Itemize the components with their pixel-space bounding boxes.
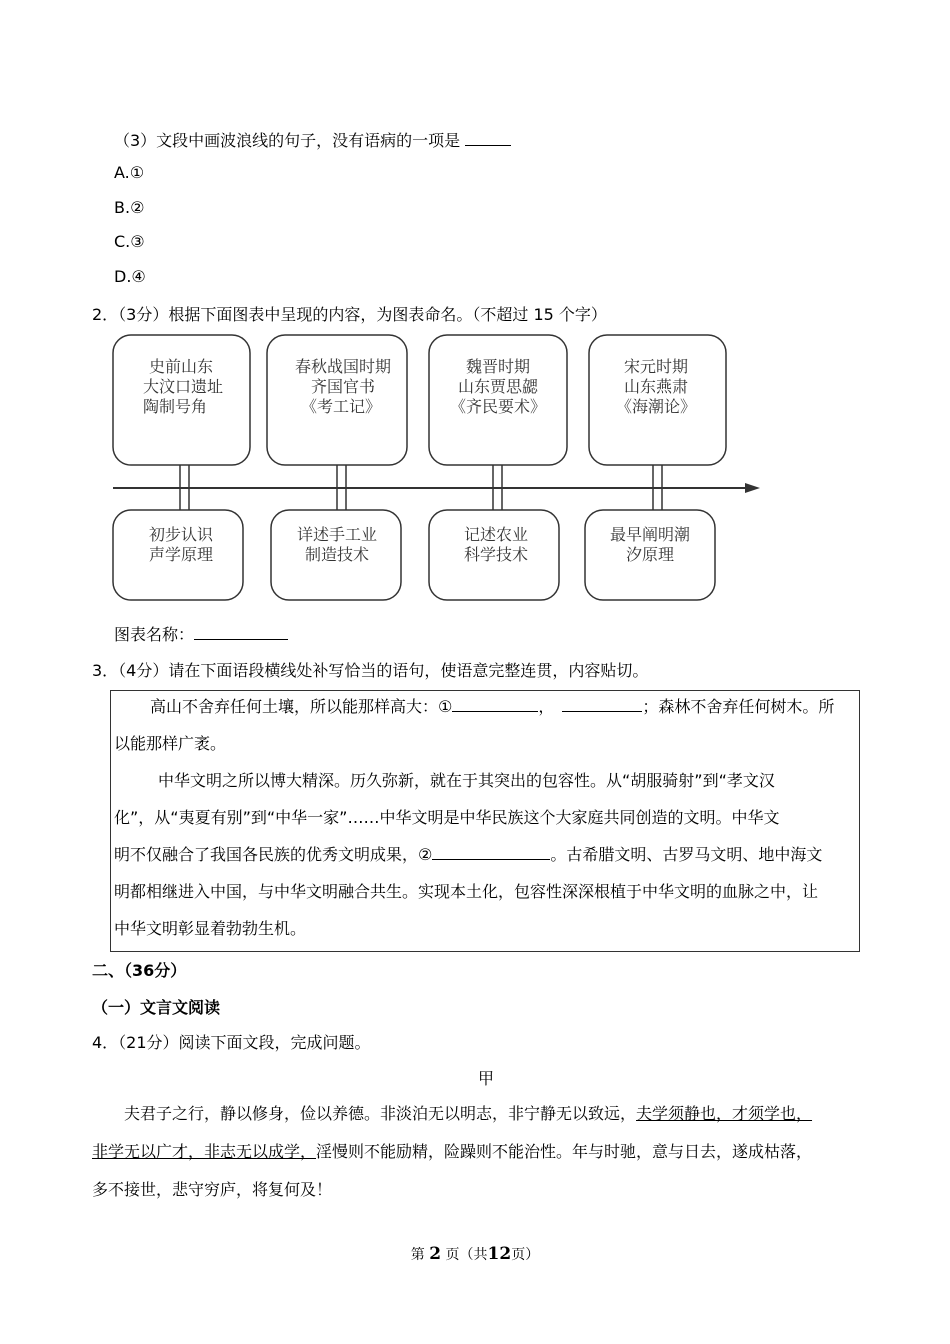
footer-mid: 页（共 xyxy=(445,1247,488,1263)
q3-p2-line-5: 中华文明彰显着勃勃生机。 xyxy=(114,919,307,938)
q3-p1-text-b: ；森林不舍弃任何树木。所 xyxy=(642,697,835,716)
q2-answer-label: 图表名称： xyxy=(114,625,195,644)
top-box-2-line-2: 齐国官书 xyxy=(310,377,376,396)
arrow-head-icon xyxy=(745,483,760,493)
footer-total-pages: 12 xyxy=(487,1244,512,1264)
top-box-3-line-2: 山东贾思勰 xyxy=(457,377,539,396)
page-footer xyxy=(0,1244,950,1264)
q2-answer-line xyxy=(114,622,288,645)
q4-line-1-a: 夫君子之行，静以修身，俭以养德。非淡泊无以明志，非宁静无以致远， xyxy=(124,1104,637,1123)
blank-1b[interactable] xyxy=(562,697,642,712)
q4-line-3: 多不接世，悲守穷庐，将复何及！ xyxy=(92,1180,333,1199)
bottom-box-1-line-1: 初步认识 xyxy=(148,525,214,544)
q3-passage xyxy=(114,688,858,947)
chart-name-blank[interactable] xyxy=(194,625,288,640)
bottom-box-2-line-1: 详述手工业 xyxy=(296,525,378,544)
blank-2[interactable] xyxy=(432,845,550,860)
q3-p2-line-3 xyxy=(114,836,858,873)
top-box-1-line-2: 大汶口遗址 xyxy=(142,377,224,396)
q3-prompt: 3．（4分）请在下面语段横线处补写恰当的语句，使语意完整连贯，内容贴切。 xyxy=(92,661,649,680)
q1-sub3-text: （3）文段中画波浪线的句子，没有语病的一项是 xyxy=(114,131,461,150)
q4-line-2 xyxy=(92,1139,812,1162)
top-box-3-line-3: 《齐民要术》 xyxy=(449,397,547,416)
q4-underlined-2: 非学无以广才，非志无以成学， xyxy=(92,1142,317,1161)
q3-p1-text-a: 高山不舍弃任何土壤，所以能那样高大：① xyxy=(150,697,453,716)
answer-blank[interactable] xyxy=(465,131,511,146)
q3-p2-line-3-b: 。古希腊文明、古罗马文明、地中海文 xyxy=(550,845,823,864)
q3-paragraph-1 xyxy=(114,688,858,725)
footer-pre: 第 xyxy=(410,1247,425,1263)
footer-post: 页） xyxy=(511,1247,540,1263)
q1-sub3-prompt xyxy=(114,128,511,151)
top-box-2-line-1: 春秋战国时期 xyxy=(294,357,392,376)
q3-p2-line-2: 化”，从“夷夏有别”到“中华一家”……中华文明是中华民族这个大家庭共同创造的文明。中华文 xyxy=(114,808,780,827)
top-box-1-line-3: 陶制号角 xyxy=(142,397,208,416)
top-box-4-line-3: 《海潮论》 xyxy=(615,397,697,416)
q3-p2-line-1: 中华文明之所以博大精深。历久弥新，就在于其突出的包容性。从“胡服骑射”到“孝文汉 xyxy=(158,771,775,790)
q3-p1-line-2: 以能那样广袤。 xyxy=(114,734,227,753)
q4-line-2-b: 淫慢则不能励精，险躁则不能治性。年与时驰，意与日去，遂成枯落， xyxy=(316,1142,813,1161)
option-b: B.② xyxy=(114,198,145,217)
timeline-diagram xyxy=(100,330,780,610)
top-box-4-line-2: 山东燕肃 xyxy=(623,377,689,396)
option-c: C.③ xyxy=(114,232,145,251)
top-box-2-line-3: 《考工记》 xyxy=(300,397,382,416)
top-box-3-line-1: 魏晋时期 xyxy=(465,357,531,376)
bottom-box-4-line-1: 最早阐明潮 xyxy=(609,525,691,544)
passage-title: 甲 xyxy=(478,1069,495,1088)
bottom-box-2-line-2: 制造技术 xyxy=(304,545,370,564)
option-a: A.① xyxy=(114,163,145,182)
q4-underlined-1: 夫学须静也，才须学也， xyxy=(636,1104,813,1123)
q4-line-1 xyxy=(124,1101,812,1124)
q2-prompt: 2．（3分）根据下面图表中呈现的内容，为图表命名。（不超过 15 个字） xyxy=(92,305,607,324)
sub-section-heading: （一）文言文阅读 xyxy=(92,998,221,1017)
top-box-1-line-1: 史前山东 xyxy=(148,357,214,376)
bottom-box-4-line-2: 汐原理 xyxy=(625,545,675,564)
footer-page-number: 2 xyxy=(429,1244,442,1264)
q3-p2-line-3-a: 明不仅融合了我国各民族的优秀文明成果，② xyxy=(114,845,433,864)
bottom-box-3-line-2: 科学技术 xyxy=(463,545,529,564)
section-heading: 二、（36分） xyxy=(92,961,187,980)
bottom-box-3-line-1: 记述农业 xyxy=(463,525,529,544)
bottom-box-1-line-2: 声学原理 xyxy=(148,545,214,564)
blank-1[interactable] xyxy=(452,697,538,712)
option-d: D.④ xyxy=(114,267,146,286)
top-box-4-line-1: 宋元时期 xyxy=(623,357,689,376)
q4-prompt: 4．（21分）阅读下面文段，完成问题。 xyxy=(92,1033,371,1052)
q3-p2-line-4: 明都相继进入中国，与中华文明融合共生。实现本土化，包容性深深根植于中华文明的血脉之中，让 xyxy=(114,882,819,901)
q3-p1-sep: ， xyxy=(538,697,555,716)
